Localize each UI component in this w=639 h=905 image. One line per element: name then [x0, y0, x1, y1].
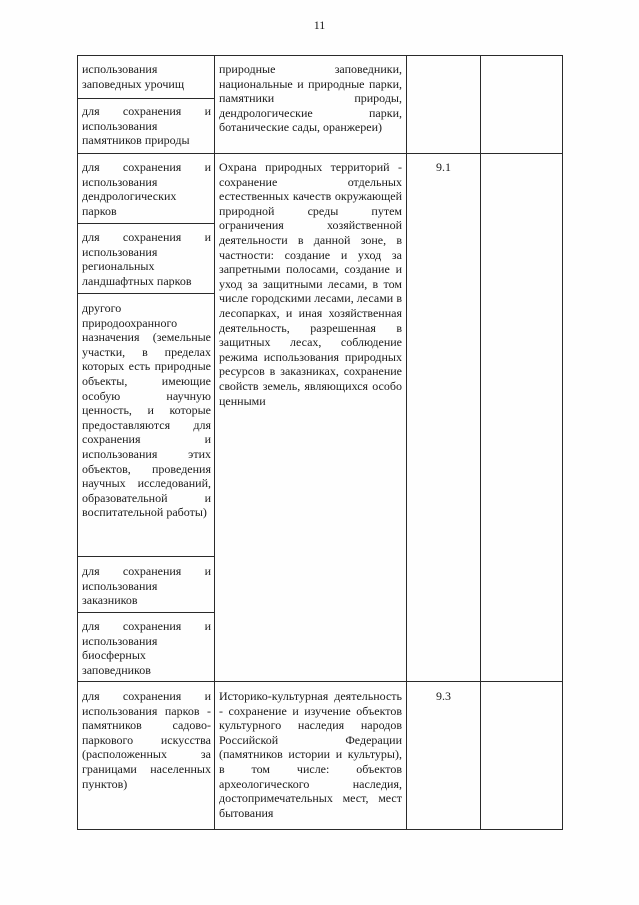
row-2-left-cell: для сохранения и использования памятников природы [82, 104, 211, 148]
block-3-description: Историко-культурная деятельность - сохранение и изучение объектов культурного наследия народов Российской Федерации (памятников истории и культуры), в том числе: объектов археологического наследия, достопримечательных мест, мест бытования [219, 689, 402, 820]
row-4-left-cell: для сохранения и использования региональных ландшафтных парков [82, 230, 211, 288]
row-8-left-cell: для сохранения и использования парков - памятников садово-паркового искусства (расположенных за границами населенных пунктов) [82, 689, 211, 791]
row-divider [77, 293, 215, 294]
table-border-top [77, 55, 563, 56]
row-5-left-cell: другого природоохранного назначения (земельные участки, в пределах которых есть природные объекты, имеющие особую научную ценность, и которые предоставляются для сохранения и использования этих объектов, проведения научных исследований, образовательной и воспитательной работы) [82, 301, 211, 520]
row-divider [77, 556, 215, 557]
block-3-code: 9.3 [436, 689, 451, 703]
row-7-left-cell: для сохранения и использования биосферных заповедников [82, 619, 211, 677]
table-border-right [562, 55, 563, 830]
table-border-bottom [77, 829, 563, 830]
row-divider [77, 153, 563, 154]
row-divider [77, 681, 563, 682]
block-2-code: 9.1 [436, 160, 451, 174]
row-6-left-cell: для сохранения и использования заказников [82, 564, 211, 608]
block-2-description: Охрана природных территорий - сохранение отдельных естественных качеств окружающей природной среды путем ограничения хозяйственной деятельности в данной зоне, в частности: создание и уход за запретными полосами, создание и уход за защитными лесами, в том числе городскими лесами, лесами в лесопарках, и иная хозяйственная деятельность, разрешенная в защитных лесах, соблюдение режима использования природных ресурсов в заказниках, сохранение свойств земель, являющихся особо ценными [219, 160, 402, 408]
table-border-left [77, 55, 78, 830]
row-3-left-cell: для сохранения и использования дендрологических парков [82, 160, 211, 218]
row-1-left-cell: использования заповедных урочищ [82, 62, 185, 91]
row-divider [77, 98, 215, 99]
row-divider [77, 612, 215, 613]
column-divider-3 [480, 55, 481, 830]
column-divider-1 [214, 55, 215, 830]
page-number: 11 [313, 18, 326, 32]
block-1-description: природные заповедники, национальные и природные парки, памятники природы, дендрологические парки, ботанические сады, оранжереи) [219, 62, 402, 135]
row-divider [77, 223, 215, 224]
